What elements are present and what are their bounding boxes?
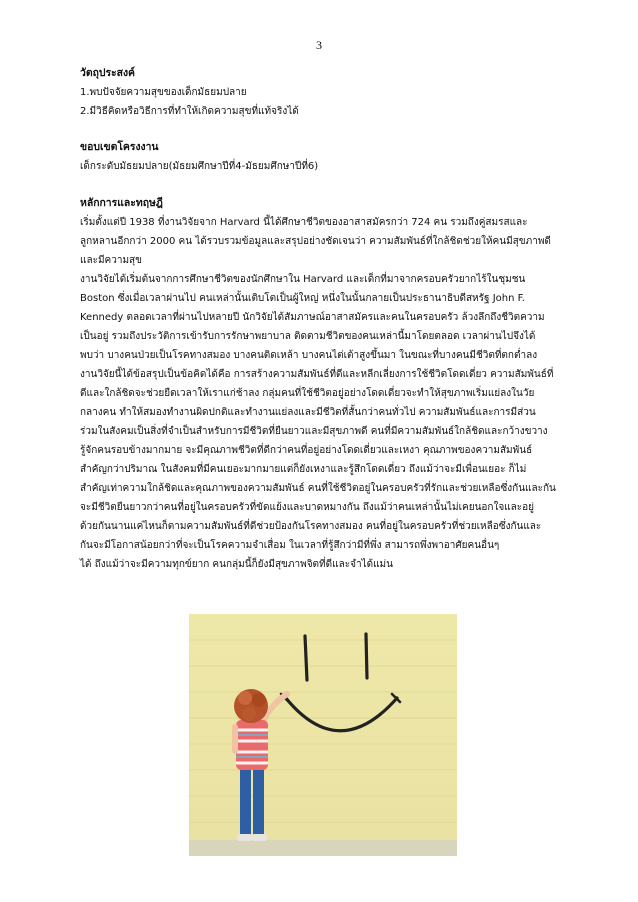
principles-line: เริ่มตั้งแต่ปี 1938 ที่งานวิจัยจาก Harvard นี้ได้ศึกษาชีวิตของอาสาสมัครกว่า 724 คน รวมถึงคู่สมรสและ xyxy=(80,217,528,228)
principles-line: พบว่า บางคนป่วยเป็นโรคทางสมอง บางคนติดเหล้า บางคนไต่เต้าสูงขึ้นมา ในขณะที่บางคนมีชีวิตที่ตกต่ำลง xyxy=(80,350,538,361)
scope-text: เด็กระดับมัธยมปลาย(มัธยมศึกษาปีที่4-มัธยมศึกษาปีที่6) xyxy=(80,161,319,172)
principles-line: เป็นอยู่ รวมถึงประวัติการเข้ารับการรักษาพยาบาล ติดตามชีวิตของคนเหล่านี้มาโดยตลอด เวลาผ่านไปจึงได้ xyxy=(80,331,536,342)
principles-line: งานวิจัยได้เริ่มต้นจากการศึกษาชีวิตของนักศึกษาใน Harvard และเด็กที่มาจากครอบครัวยากไร้ในชุมชน xyxy=(80,274,526,285)
principles-line: ได้ ถึงแม้ว่าจะมีความทุกข์ยาก คนกลุ่มนี้ก็ยังมีสุขภาพจิตที่ดีและจำได้แม่น xyxy=(80,559,393,570)
principles-line: สำคัญกว่าปริมาณ ในสังคมที่มีคนเยอะมากมายแต่ก็ยังเหงาและรู้สึกโดดเดี่ยว ถึงแม้ว่าจะมีเพื่อนเยอะ ก็ไม่ xyxy=(80,464,527,475)
objectives-heading: วัตถุประสงค์ xyxy=(80,67,135,79)
principles-line: ดีและใกล้ชิดจะช่วยยืดเวลาให้เราแก่ช้าลง กลุ่มคนที่ใช้ชีวิตอยู่อย่างโดดเดี่ยวจะทำให้สุขภาพเริ่มแย่ลงในวัย xyxy=(80,388,535,399)
principles-line: ลูกหลานอีกกว่า 2000 คน ได้รวบรวมข้อมูลและสรุปอย่างชัดเจนว่า ความสัมพันธ์ที่ใกล้ชิดช่วยให้คนมีสุขภาพดี xyxy=(80,236,551,247)
principles-heading: หลักการและทฤษฎี xyxy=(80,197,163,209)
objective-item: 2.มีวิธีคิดหรือวิธีการที่ทำให้เกิดความสุขที่แท้จริงได้ xyxy=(80,106,299,117)
principles-line: รู้จักคนรอบข้างมากมาย จะมีคุณภาพชีวิตที่ดีกว่าคนที่อยู่อย่างโดดเดี่ยวและเหงา คุณภาพของความสัมพันธ์ xyxy=(80,445,533,456)
smiley-left-eye xyxy=(305,636,307,680)
principles-line: กันจะมีโอกาสน้อยกว่าที่จะเป็นโรคความจำเสื่อม ในเวลาที่รู้สึกว่ามีที่พึ่ง สามารถพึ่งพาอาศัยคนอื่นๆ xyxy=(80,540,500,551)
smiley-right-eye xyxy=(366,634,367,678)
principles-line: Boston ซึ่งเมื่อเวลาผ่านไป คนเหล่านั้นเติบโตเป็นผู้ใหญ่ หนึ่งในนั้นกลายเป็นประธานาธิบดีสหรัฐ John F. xyxy=(80,293,525,304)
smiley-wall-photo xyxy=(189,614,457,856)
document-body xyxy=(80,64,558,574)
principles-line: สำคัญเท่าความใกล้ชิดและคุณภาพของความสัมพันธ์ คนที่ใช้ชีวิตอยู่ในครอบครัวที่รักและช่วยเหลือซึ่งกันและกัน xyxy=(80,483,556,494)
principles-line: งานวิจัยนี้ได้ข้อสรุปเป็นข้อคิดได้คือ การสร้างความสัมพันธ์ที่ดีและหลีกเลี่ยงการใช้ชีวิตโดดเดี่ยว ความสัมพันธ์ที่ xyxy=(80,369,554,380)
principles-line: จะมีชีวิตยืนยาวกว่าคนที่อยู่ในครอบครัวที่ขัดแย้งและบาดหมางกัน ถึงแม้ว่าคนเหล่านั้นไม่เคยนอกใจและอยู่ xyxy=(80,502,535,513)
principles-line: กลางคน ทำให้สมองทำงานผิดปกติและทำงานแย่ลงและมีชีวิตที่สั้นกว่าคนทั่วไป ความสัมพันธ์และการมีส่วน xyxy=(80,407,536,418)
floor xyxy=(189,840,457,856)
principles-paragraph xyxy=(80,213,558,574)
principles-line: และมีความสุข xyxy=(80,255,142,266)
principles-line: Kennedy ตลอดเวลาที่ผ่านไปหลายปี นักวิจัยได้สัมภาษณ์อาสาสมัครและคนในครอบครัว ล้วงลึกถึงชีวิตความ xyxy=(80,312,545,323)
principles-line: ด้วยกันนานแค่ไหนก็ตามความสัมพันธ์ที่ดีช่วยป้องกันโรคทางสมอง คนที่อยู่ในครอบครัวที่ช่วยเหลือซึ่งกันและ xyxy=(80,521,542,532)
objective-item: 1.พบปัจจัยความสุขของเด็กมัธยมปลาย xyxy=(80,87,247,98)
page-number: 3 xyxy=(316,38,322,52)
scope-heading: ขอบเขตโครงงาน xyxy=(80,141,159,153)
principles-line: ร่วมในสังคมเป็นสิ่งที่จำเป็นสำหรับการมีชีวิตที่ยืนยาวและมีสุขภาพดี คนที่มีความสัมพันธ์ใกล้ชิดและกว้างขวาง xyxy=(80,426,548,437)
child-jeans xyxy=(240,766,251,836)
